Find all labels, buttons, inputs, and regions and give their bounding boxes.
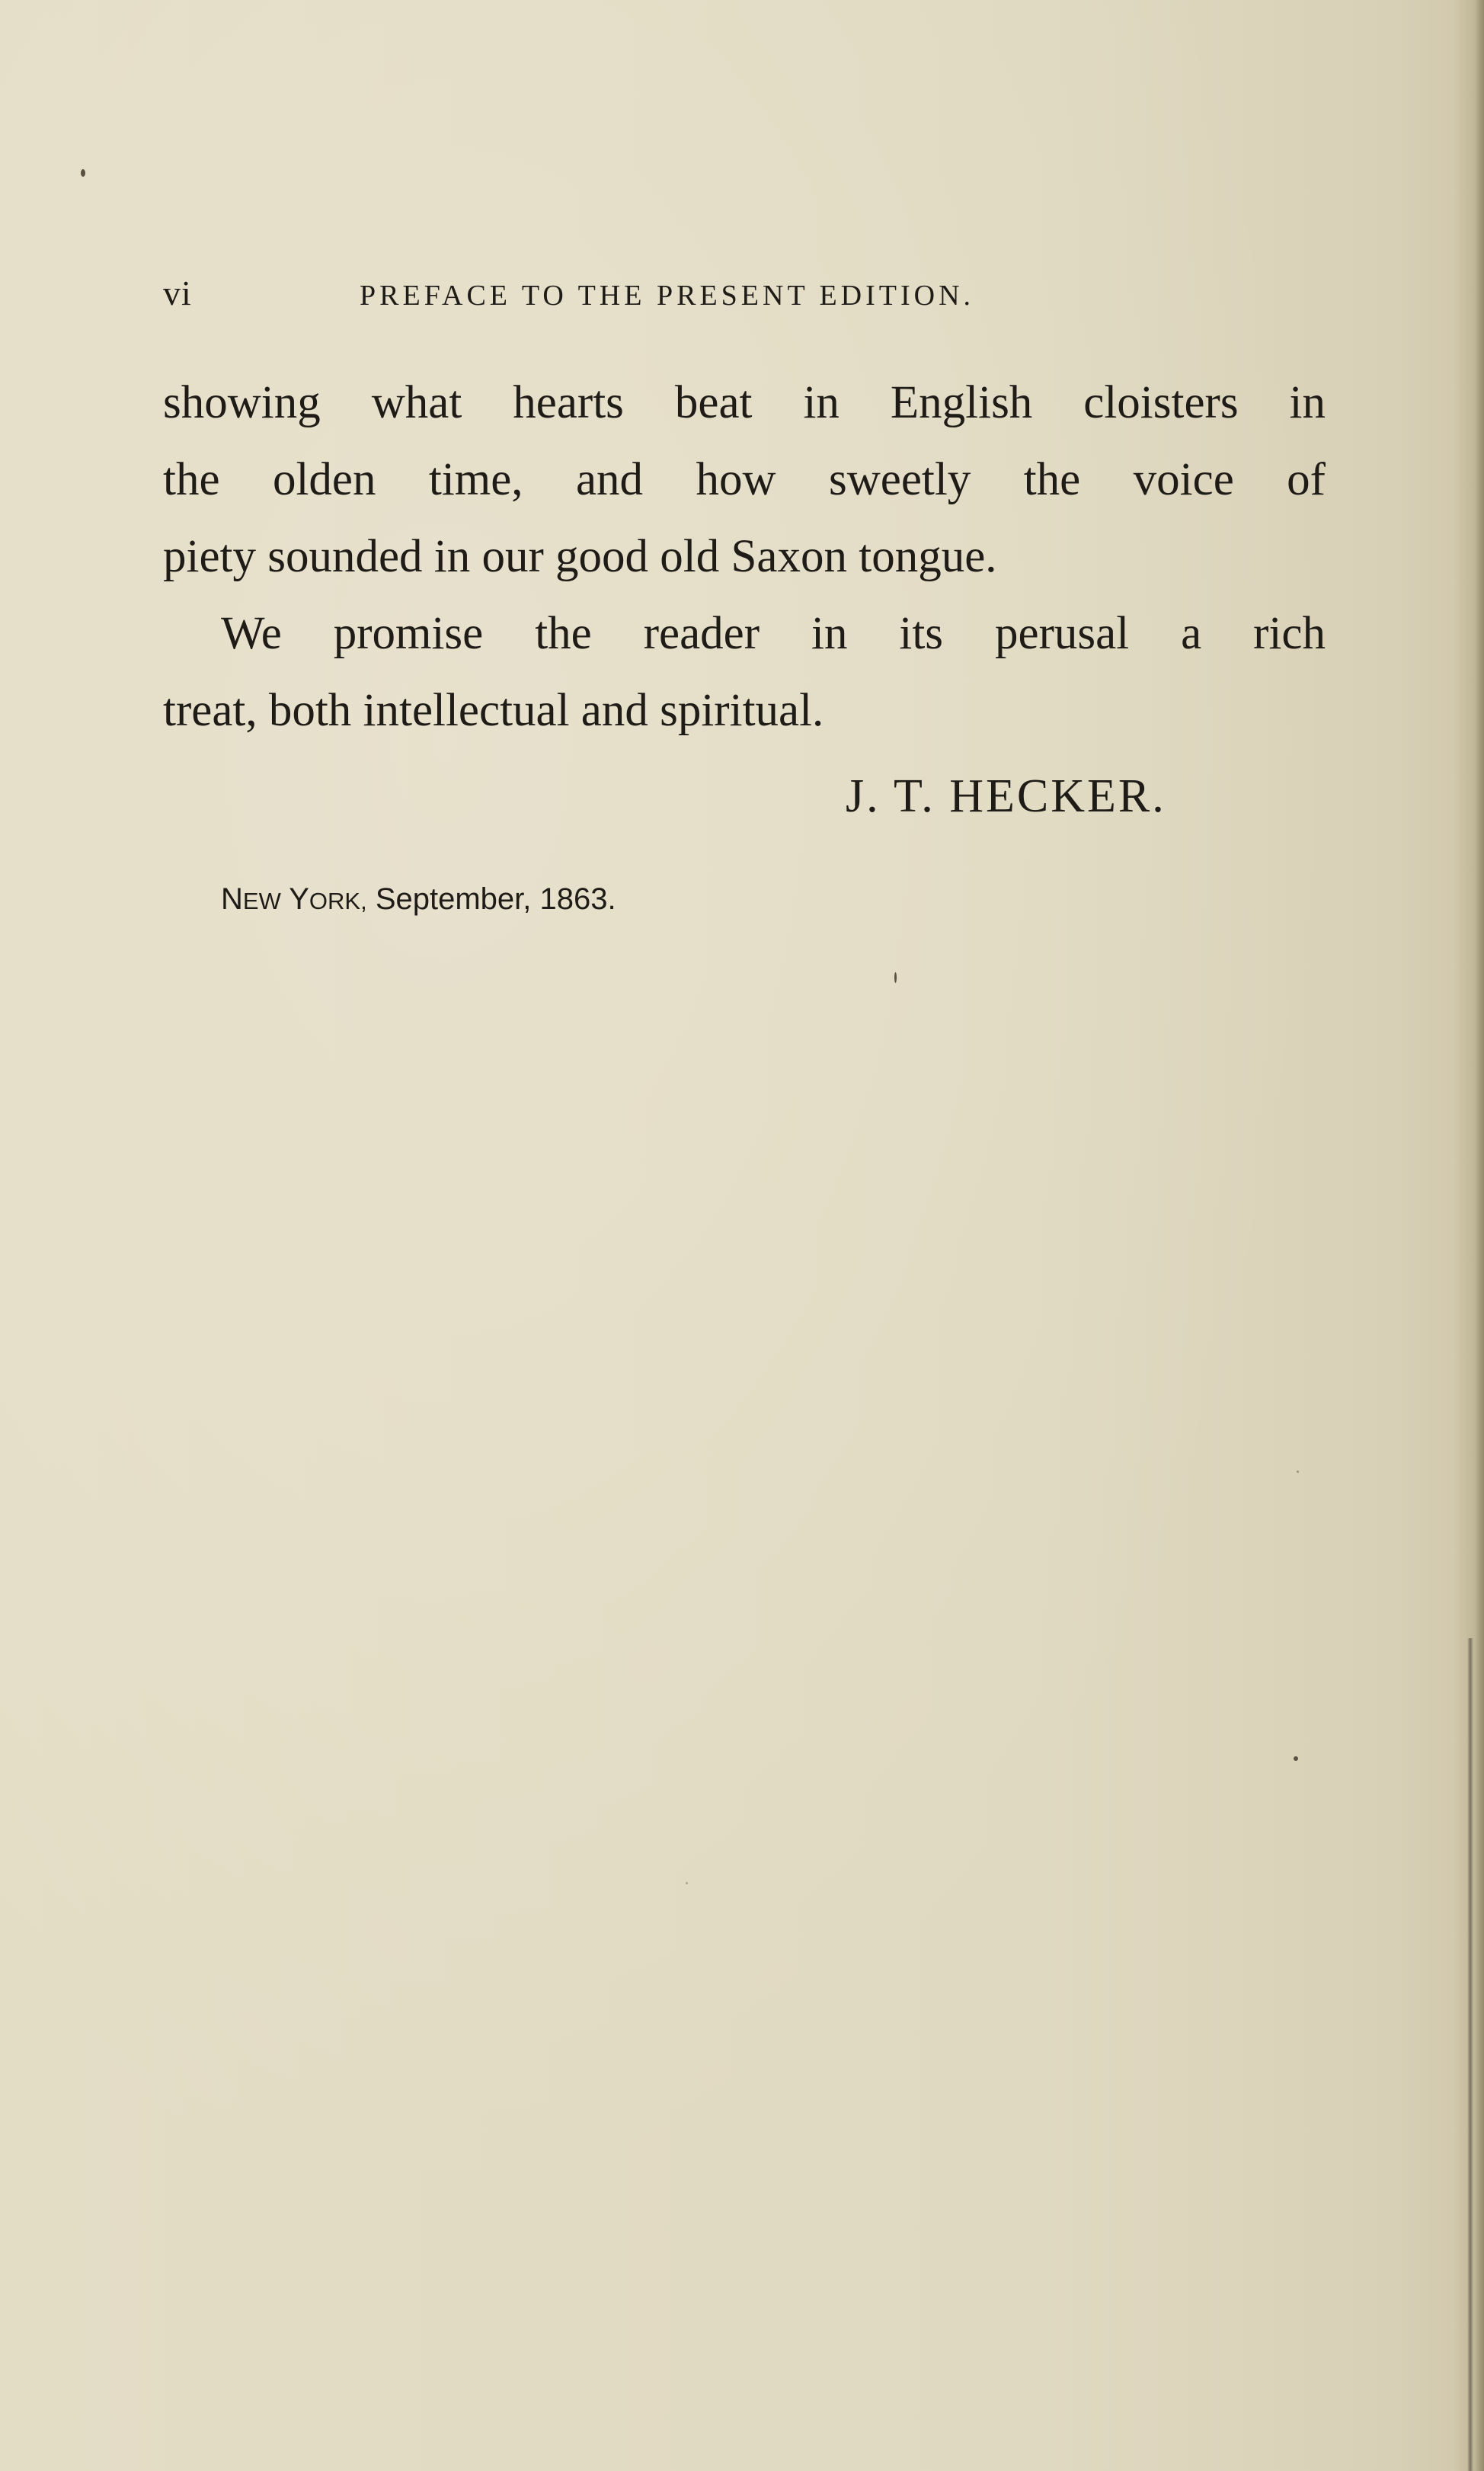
page-number: vi [163, 274, 192, 312]
dateline-place-initial: N [221, 882, 243, 916]
dateline-place-rest: EW [242, 888, 281, 914]
running-head-title: PREFACE TO THE PRESENT EDITION. [360, 280, 975, 312]
page-edge-line [1467, 1638, 1473, 2471]
body-line: treat, both intellectual and spiritual. [163, 685, 824, 736]
running-head [163, 273, 1321, 318]
body-line: piety sounded in our good old Saxon tongue. [163, 531, 997, 582]
signature: J. T. HECKER. [846, 770, 1166, 822]
paper-speck [1294, 1756, 1298, 1761]
paper-speck [894, 972, 897, 983]
body-line: the olden time, and how sweetly the voice of [163, 454, 1326, 505]
paper-speck [686, 1882, 688, 1884]
body-paragraphs [163, 364, 1326, 749]
dateline-place-initial: Y [289, 882, 309, 916]
body-line: We promise the reader in its perusal a rich [221, 608, 1326, 659]
paper-speck [81, 169, 85, 177]
dateline-place-rest: ORK, [309, 888, 367, 914]
paper-speck [1297, 1471, 1299, 1473]
dateline [221, 882, 616, 917]
body-line: showing what hearts beat in English cloisters in [163, 377, 1326, 428]
dateline-date: September, 1863. [375, 882, 616, 916]
